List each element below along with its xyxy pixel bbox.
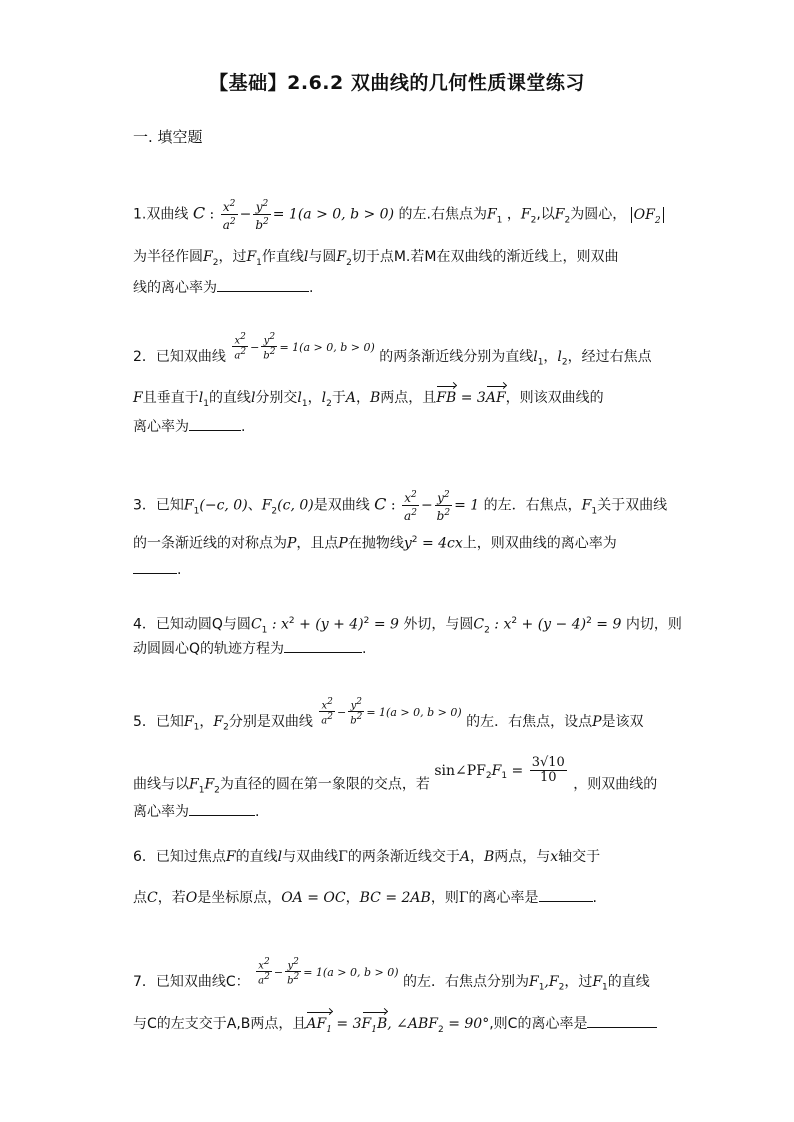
question-5-line-3: 离心率为 .	[133, 804, 260, 820]
q1-math-c: C	[192, 203, 206, 223]
vector-af1: $AF_1$	[306, 1015, 332, 1039]
question-7-line-1: 7．已知双曲线C： $\frac{x^2}{a^2}$ − $\frac{y^2}{b^2}$ $^{= 1(a > 0, b > 0)}$ 的左．右焦点分别为$F_1,F_2$，过$F_1$的直线	[133, 957, 650, 993]
question-5-line-1: 5．已知$F_1$，$F_2$分别是双曲线 $\frac{x^2}{a^2}$ − $\frac{y^2}{b^2}$ $^{= 1(a > 0, b > 0)}$ 的左．右焦点，设点P是该双	[133, 697, 644, 733]
question-2-line-3: 离心率为 .	[133, 419, 246, 435]
section-heading: 一. 填空题	[133, 128, 203, 146]
question-2-line-2: F且垂直于$l_1$的直线l分别交$l_1$，$l_2$于A，B两点，且FB = 3AF，则该双曲线的	[133, 390, 604, 409]
vector-f1b: $F_1B$	[362, 1015, 388, 1039]
question-6-line-2: 点C，若O是坐标原点，OA = OC，BC = 2AB，则Γ的离心率是 .	[133, 890, 597, 906]
q1-frac-y: $\frac{y^2}{b^2}$	[255, 199, 269, 232]
answer-blank[interactable]	[284, 640, 362, 653]
question-3-line-3: .	[133, 561, 181, 579]
q1-text: 1.双曲线	[133, 206, 189, 223]
sin-fraction: $\frac{3√10}{10}$	[531, 755, 565, 785]
question-4-line-2: 动圆圆心Q的轨迹方程为 .	[133, 641, 367, 657]
question-1-line-2: 为半径作圆$F_2$，过$F_1$作直线l与圆$F_2$切于点M.若M在双曲线的渐近线上，则双曲	[133, 249, 619, 268]
answer-blank[interactable]	[539, 889, 593, 902]
question-1-line-1: 1.双曲线 C : $\frac{x^2}{a^2}$ − $\frac{y^2}{b^2}$ = 1(a > 0, b > 0) 的左.右焦点为$F_1$ ，$F_2$,以$F_2$为圆心， $OF_2$	[133, 197, 664, 232]
question-5-line-2: 曲线与以$F_1F_2$为直径的圆在第一象限的交点，若 sin∠PF2F1 = $\frac{3√10}{10}$ ，则双曲线的	[133, 755, 658, 796]
q1-frac-x: $\frac{x^2}{a^2}$	[222, 199, 236, 232]
question-6-line-1: 6．已知过焦点F的直线l与双曲线Γ的两条渐近线交于A，B两点，与x轴交于	[133, 849, 601, 865]
answer-blank[interactable]	[189, 803, 255, 816]
answer-blank[interactable]	[133, 561, 177, 574]
question-3-line-1: 3．已知$F_1(-c$, 0)、$F_2(c$, 0)是双曲线 C : $\frac{x^2}{a^2}$ − $\frac{y^2}{b^2}$ = 1 的左．右焦点，$F_1$关于双曲线	[133, 490, 668, 523]
answer-blank[interactable]	[189, 418, 241, 431]
answer-blank[interactable]	[217, 279, 309, 292]
vector-fb: FB	[436, 390, 457, 406]
page-title: 【基础】2.6.2 双曲线的几何性质课堂练习	[209, 72, 585, 94]
vector-af: AF	[485, 390, 506, 406]
question-3-line-2: 的一条渐近线的对称点为P，且点P在抛物线$y^2 = 4cx$上，则双曲线的离心率为	[133, 535, 617, 552]
question-2-line-1: 2．已知双曲线 $\frac{x^2}{a^2}$ − $\frac{y^2}{b^2}$ $^{= 1(a > 0, b > 0)}$ 的两条渐近线分别为直线$l_1$，$l_2$，经过右焦点	[133, 332, 652, 368]
question-4-line-1: 4．已知动圆Q与圆$C_1$ : $x^2 + (y + 4)^2 = 9$ 外切，与圆$C_2$ : $x^2 + (y - 4)^2 = 9$ 内切，则	[133, 616, 682, 636]
q1-abs-of2: $OF_2$	[631, 207, 664, 223]
question-1-line-3: 线的离心率为 .	[133, 280, 314, 296]
question-7-line-2: 与C的左支交于A,B两点，且$AF_1 = 3F_1B$, $\angle ABF_2 = 90^\circ$,则C的离心率是	[133, 1015, 657, 1039]
answer-blank[interactable]	[587, 1015, 657, 1028]
